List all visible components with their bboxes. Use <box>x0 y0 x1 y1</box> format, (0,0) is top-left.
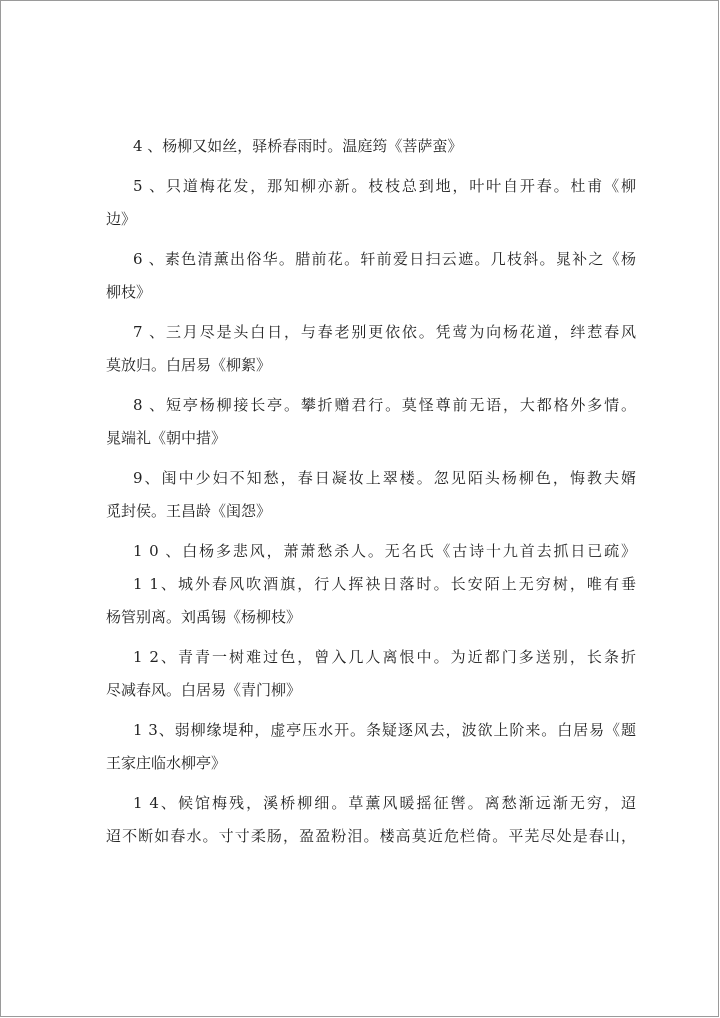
text-line: 8 、短亭杨柳接长亭。攀折赠君行。莫怪尊前无语，大都格外多情。 <box>133 396 636 414</box>
text-line: 6 、素色清薰出俗华。腊前花。轩前爱日扫云遮。几枝斜。晁补之《杨 <box>133 250 636 268</box>
text-line: 1 0 、白杨多悲风，萧萧愁杀人。无名氏《古诗十九首去抓日已疏》 <box>133 542 636 560</box>
text-line: 7 、三月尽是头白日，与春老别更依依。凭莺为向杨花道，绊惹春风 <box>133 323 636 341</box>
text-line: 边》 <box>106 210 137 228</box>
text-line: 9、闺中少妇不知愁，春日凝妆上翠楼。忽见陌头杨柳色，悔教夫婿 <box>133 469 636 487</box>
text-line: 柳枝》 <box>106 283 152 301</box>
text-line: 1 3、弱柳缘堤种，虚亭压水开。条疑逐风去，波欲上阶来。白居易《题 <box>133 721 636 739</box>
text-line: 1 4、候馆梅残，溪桥柳细。草薰风暖摇征辔。离愁渐远渐无穷，迢 <box>133 794 636 812</box>
text-line: 王家庄临水柳亭》 <box>106 754 227 772</box>
text-line: 1 2、青青一树难过色，曾入几人离恨中。为近都门多送别，长条折 <box>133 648 636 666</box>
text-line: 莫放归。白居易《柳絮》 <box>106 356 272 374</box>
text-line: 觅封侯。王昌龄《闺怨》 <box>106 502 272 520</box>
text-line: 迢不断如春水。寸寸柔肠，盈盈粉泪。楼高莫近危栏倚。平芜尽处是春山， <box>106 827 636 845</box>
text-line: 4 、杨柳又如丝，驿桥春雨时。温庭筠《菩萨蛮》 <box>133 137 463 155</box>
text-line: 尽减春风。白居易《青门柳》 <box>106 681 302 699</box>
text-line: 晁端礼《朝中措》 <box>106 429 227 447</box>
text-line: 杨管别离。刘禹锡《杨柳枝》 <box>106 608 302 626</box>
text-line: 5 、只道梅花发，那知柳亦新。枝枝总到地，叶叶自开春。杜甫《柳 <box>133 177 636 195</box>
text-line: 1 1、城外春风吹酒旗，行人挥袂日落时。长安陌上无穷树，唯有垂 <box>133 575 636 593</box>
